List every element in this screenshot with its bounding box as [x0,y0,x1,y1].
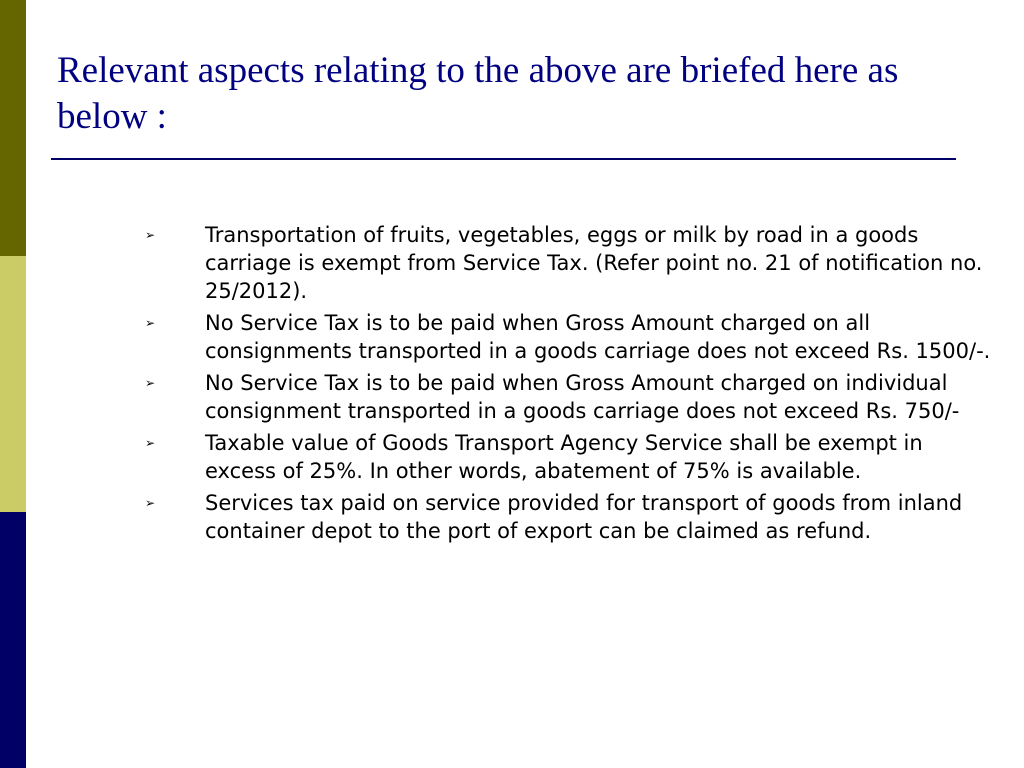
side-bar-top [0,0,26,256]
bullet-text: Transportation of fruits, vegetables, eggs or milk by road in a goods carriage is exempt from Service Tax. (Refer point no. 21 of notification no. 25/2012). [205,223,983,303]
bullet-text: Taxable value of Goods Transport Agency Service shall be exempt in excess of 25%. In other words, abatement of 75% is available. [205,431,923,483]
side-bar-middle [0,256,26,512]
arrowhead-bullet-icon: ➢ [145,496,156,510]
arrowhead-bullet-icon: ➢ [145,316,156,330]
arrowhead-bullet-icon: ➢ [145,228,156,242]
slide-title: Relevant aspects relating to the above are briefed here as below : [57,50,899,137]
bullet-item [145,429,995,485]
bullet-text: Services tax paid on service provided for transport of goods from inland container depot to the port of export can be claimed as refund. [205,491,963,543]
arrowhead-bullet-icon: ➢ [145,376,156,390]
bullet-text: No Service Tax is to be paid when Gross Amount charged on individual consignment transported in a goods carriage does not exceed Rs. 750/- [205,371,960,423]
bullet-text: No Service Tax is to be paid when Gross Amount charged on all consignments transported in a goods carriage does not exceed Rs. 1500/-. [205,311,991,363]
bullet-item [145,369,995,425]
bullet-item [145,309,995,365]
title-underline [51,158,956,160]
bullet-item [145,221,995,305]
bullet-item [145,489,995,545]
arrowhead-bullet-icon: ➢ [145,436,156,450]
bullet-list [145,221,995,549]
side-bar-bottom [0,512,26,768]
